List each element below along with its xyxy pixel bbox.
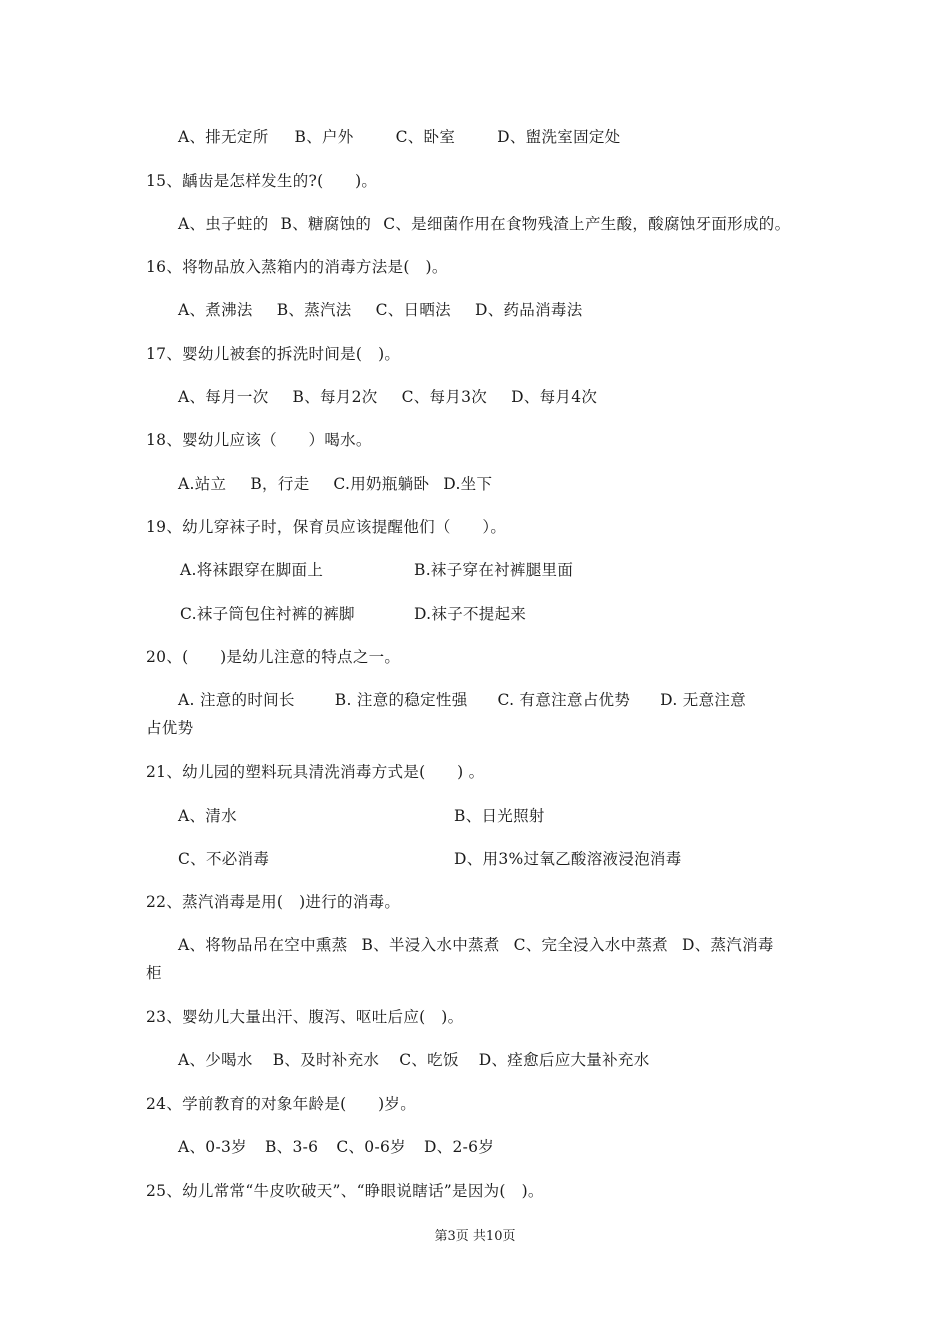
option: D、药品消毒法	[474, 301, 583, 319]
q21-options-row2	[178, 848, 682, 870]
question-21: 21、幼儿园的塑料玩具清洗消毒方式是( ) 。	[146, 763, 485, 781]
option: A.将袜跟穿在脚面上	[180, 561, 324, 579]
q19-options-row1	[180, 559, 573, 581]
q24-options	[178, 1136, 494, 1158]
option: B、半浸入水中蒸煮	[361, 936, 500, 954]
option: A、煮沸法	[178, 301, 253, 319]
option: D、蒸汽消毒	[681, 936, 774, 954]
option: C、是细菌作用在食物残渣上产生酸，酸腐蚀牙面形成的。	[383, 215, 791, 233]
option: B、每月2次	[292, 388, 378, 406]
question-16: 16、将物品放入蒸箱内的消毒方法是( )。	[146, 258, 448, 276]
option: C、每月3次	[401, 388, 488, 406]
option: B、糖腐蚀的	[280, 215, 372, 233]
question-17: 17、婴幼儿被套的拆洗时间是( )。	[146, 345, 401, 363]
option: C. 有意注意占优势	[497, 691, 631, 709]
option: A.站立	[178, 475, 227, 493]
question-15: 15、龋齿是怎样发生的?( )。	[146, 172, 378, 190]
q22-options	[178, 934, 774, 956]
question-20: 20、( )是幼儿注意的特点之一。	[146, 648, 401, 666]
question-18: 18、婴幼儿应该（ ）喝水。	[146, 431, 372, 449]
option: C、不必消毒	[178, 850, 270, 868]
q20-options-wrap: 占优势	[146, 719, 194, 737]
question-25: 25、幼儿常常“牛皮吹破天”、“睁眼说瞎话”是因为( )。	[146, 1182, 544, 1200]
option: C、日晒法	[375, 301, 451, 319]
option: C、吃饭	[399, 1051, 459, 1069]
option: D.袜子不提起来	[414, 605, 527, 623]
option: B、及时补充水	[272, 1051, 380, 1069]
option: A、将物品吊在空中熏蒸	[178, 936, 348, 954]
option: B、日光照射	[454, 807, 545, 825]
option: D、盥洗室固定处	[497, 128, 621, 146]
option: D.坐下	[443, 475, 493, 493]
page-number: 第3页 共10页	[434, 1229, 516, 1244]
option: D、2-6岁	[423, 1138, 495, 1156]
question-19: 19、幼儿穿袜子时，保育员应该提醒他们（ ）。	[146, 518, 507, 536]
option: A、清水	[178, 807, 237, 825]
option: B、蒸汽法	[276, 301, 352, 319]
option: A、虫子蛀的	[178, 215, 269, 233]
option: A. 注意的时间长	[178, 691, 295, 709]
option: A、少喝水	[178, 1051, 253, 1069]
q16-options	[178, 299, 583, 321]
q22-options-wrap: 柜	[146, 964, 162, 982]
option: B. 注意的稳定性强	[334, 691, 468, 709]
option: C.袜子筒包住衬裤的裤脚	[180, 605, 355, 623]
option: A、每月一次	[178, 388, 269, 406]
q23-options	[178, 1049, 650, 1071]
q14-options	[178, 126, 620, 148]
option: B、户外	[294, 128, 354, 146]
option: C.用奶瓶躺卧	[333, 475, 430, 493]
option: D、痊愈后应大量补充水	[478, 1051, 650, 1069]
option: D、每月4次	[511, 388, 598, 406]
option: A、排无定所	[178, 128, 269, 146]
q21-options-row1	[178, 805, 545, 827]
question-24: 24、学前教育的对象年龄是( )岁。	[146, 1095, 417, 1113]
option: D. 无意注意	[660, 691, 747, 709]
option: C、0-6岁	[336, 1138, 406, 1156]
option: C、卧室	[395, 128, 456, 146]
option: C、完全浸入水中蒸煮	[513, 936, 668, 954]
question-23: 23、婴幼儿大量出汗、腹泻、呕吐后应( )。	[146, 1008, 464, 1026]
option: D、用3%过氧乙酸溶液浸泡消毒	[454, 850, 682, 868]
option: B，行走	[250, 475, 310, 493]
q20-options	[178, 689, 746, 711]
q18-options	[178, 473, 492, 495]
q15-options	[178, 213, 790, 235]
option: B、3-6	[264, 1138, 319, 1156]
q19-options-row2	[180, 603, 526, 625]
question-22: 22、蒸汽消毒是用( )进行的消毒。	[146, 893, 401, 911]
option: A、0-3岁	[178, 1138, 247, 1156]
q17-options	[178, 386, 597, 408]
option: B.袜子穿在衬裤腿里面	[414, 561, 574, 579]
